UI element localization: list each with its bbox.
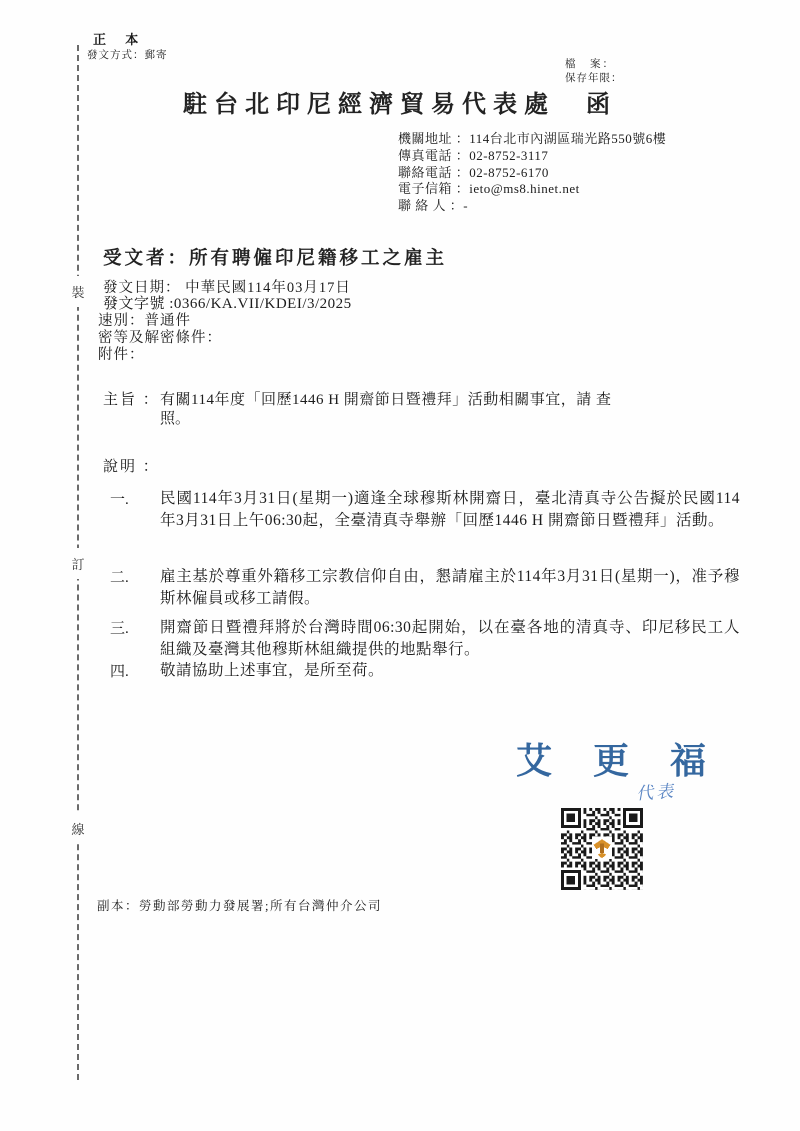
copy-to-line: 副本：勞動部勞動力發展署;所有台灣仲介公司 — [97, 899, 382, 913]
item-1-text: 民國114年3月31日(星期一)適逢全球穆斯林開齋日，臺北清真寺公告擬於民國114年3月31日上午06:30起，全臺清真寺舉辦「回歷1446 H 開齋節日暨禮拜」活動。 — [160, 490, 740, 529]
representative-title: 代表 — [635, 781, 677, 804]
item-3-text: 開齋節日暨禮拜將於台灣時間06:30起開始，以在臺各地的清真寺、印尼移民工人組織及臺灣其他穆斯林組織提供的地點舉行。 — [160, 619, 740, 658]
agency-address: 機關地址 ：114台北市內湖區瑞光路550號6樓 — [398, 131, 667, 146]
representative-signature: 艾 更 福 — [516, 741, 723, 781]
item-2-text: 雇主基於尊重外籍移工宗教信仰自由，懇請雇主於114年3月31日(星期一)，准予穆斯林僱員或移工請假。 — [160, 568, 740, 607]
agency-phone: 聯絡電話 ：02-8752-6170 — [398, 164, 549, 180]
binding-mark-zhuang: 裝 — [68, 276, 88, 307]
dispatch-date: 發文日期： 中華民國114年03月17日 — [103, 280, 351, 296]
qr-code-graphic — [561, 808, 643, 890]
item-4-text: 敬請協助上述事宜，是所至荷。 — [160, 662, 385, 679]
binding-mark-ding: 訂 — [68, 548, 88, 579]
subject-text-line1: 有關114年度「回歷1446 H 開齋節日暨禮拜」活動相關事宜，請 查 — [160, 392, 612, 408]
retention-period-label: 保存年限： — [565, 73, 623, 84]
item-4-number: 四. — [110, 664, 129, 680]
subject-text-line2: 照。 — [160, 411, 191, 427]
garuda-emblem — [592, 836, 612, 859]
item-2-number: 二. — [110, 570, 129, 586]
copy-marking: 正 本 — [93, 32, 147, 47]
document-title: 駐台北印尼經濟貿易代表處 函 — [183, 92, 617, 118]
agency-fax: 傳真電話 ：02-8752-3117 — [398, 147, 549, 163]
dispatch-method: 發文方式：郵寄 — [87, 50, 168, 61]
agency-contact-person: 聯 絡 人 ：- — [398, 198, 469, 214]
agency-contact-block — [398, 131, 666, 215]
item-1-number: 一. — [110, 492, 129, 508]
attachment-label: 附件： — [98, 347, 145, 363]
file-label: 檔 案： — [565, 59, 615, 70]
subject-label: 主旨 ： — [103, 392, 160, 408]
binding-mark-xian: 線 — [68, 813, 88, 844]
qr-finder-top-right — [620, 808, 643, 831]
qr-finder-bottom-left — [561, 867, 584, 890]
reference-number: 發文字號 :0366/KA.VII/KDEI/3/2025 — [103, 296, 352, 312]
agency-email: 電子信箱 ：ieto@ms8.hinet.net — [398, 181, 580, 197]
security-classification: 密等及解密條件： — [98, 330, 222, 346]
qr-finder-top-left — [561, 808, 584, 831]
recipient-line: 受文者：所有聘僱印尼籍移工之雇主 — [103, 249, 448, 269]
item-3-number: 三. — [110, 621, 129, 637]
qr-code — [561, 808, 643, 890]
priority-level: 速別：普通件 — [98, 313, 191, 329]
explanation-label: 說明 ： — [103, 459, 160, 475]
